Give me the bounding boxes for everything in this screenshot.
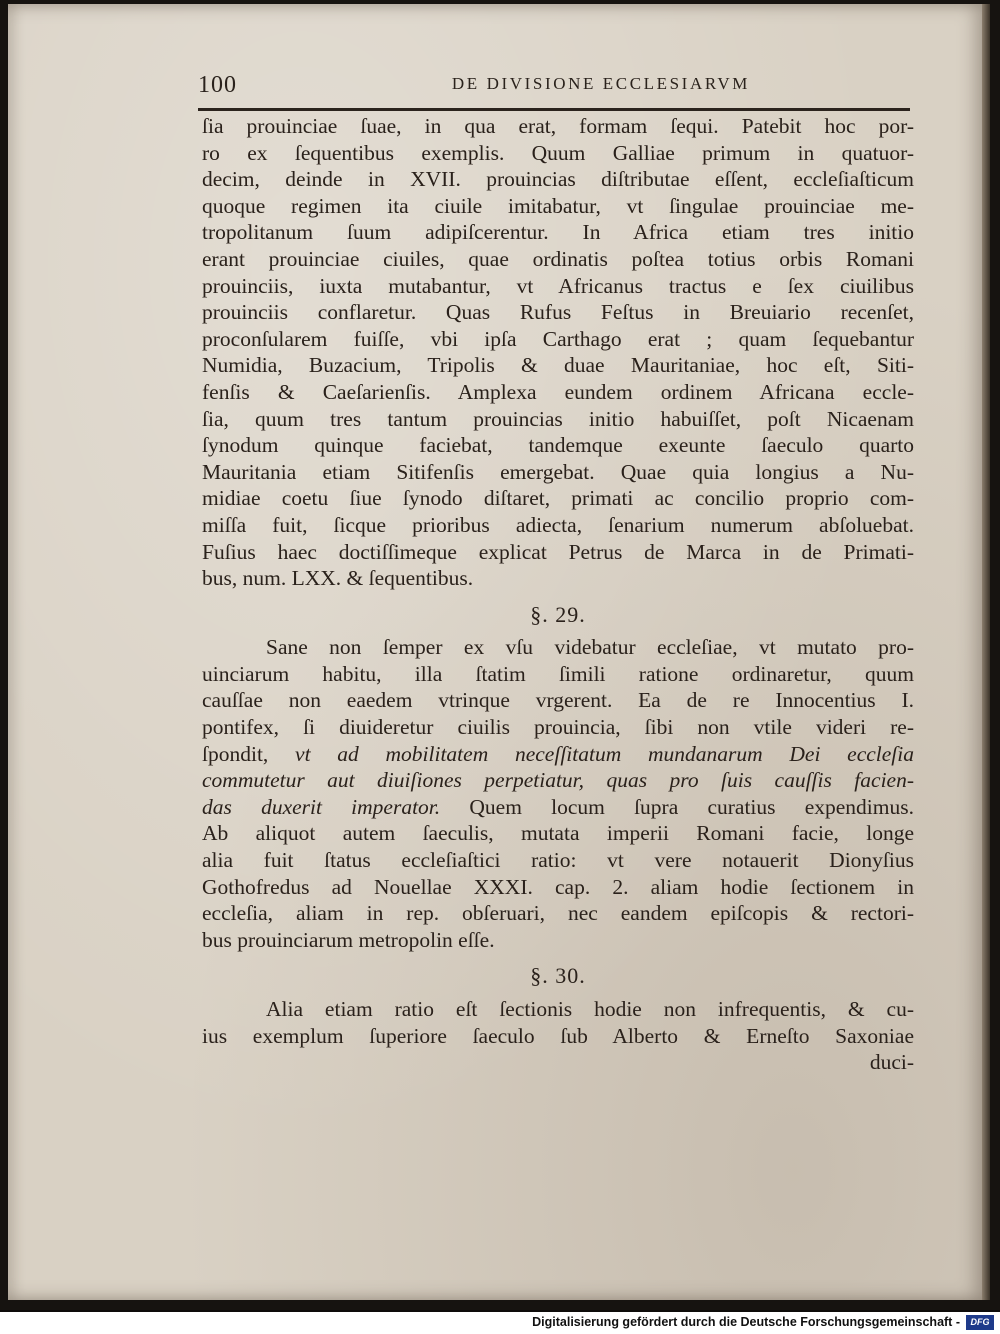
body-line: decim, deinde in XVII. prouincias diſtributae eſſent, eccleſiaſticum <box>202 167 914 192</box>
body-line: ſynodum quinque faciebat, tandemque exeunte ſaeculo quarto <box>202 433 914 458</box>
body-line: erant prouinciae ciuiles, quae ordinatis poſtea totius orbis Romani <box>202 246 914 271</box>
section-29-line: Gothofredus ad Nouellae XXXI. cap. 2. aliam hodie ſectionem in <box>202 874 914 899</box>
section-29-line-mixed <box>202 794 914 821</box>
dfg-logo: DFG <box>966 1315 994 1330</box>
section-30-line: ius exemplum ſuperiore ſaeculo ſub Alberto & Erneſto Saxoniae <box>202 1023 914 1048</box>
section-29-line: cauſſae non eaedem vtrinque vrgerent. Ea de re Innocentius I. <box>202 688 914 713</box>
italic-quote-line: commutetur aut diuiſiones perpetiatur, quas pro ſuis cauſſis facien- <box>202 768 914 793</box>
section-29-line: alia fuit ſtatus eccleſiaſtici ratio: vt vere notauerit Dionyſius <box>202 848 914 873</box>
italic-quote: vt ad mobilitatem neceſſitatum mundanarum Dei eccleſia <box>295 741 914 766</box>
section-29-line: Ab aliquot autem ſaeculis, mutata imperii Romani facie, longe <box>202 821 914 846</box>
page-edge <box>982 4 990 1300</box>
body-line: proconſularem fuiſſe, vbi ipſa Carthago erat ; quam ſequebantur <box>202 326 914 351</box>
header-rule <box>198 108 910 111</box>
text-block <box>202 113 914 1076</box>
page-number: 100 <box>198 72 237 98</box>
body-line: tropolitanum ſuum adipiſcerentur. In Africa etiam tres initio <box>202 220 914 245</box>
body-line: Mauritania etiam Sitifenſis emergebat. Quae quia longius a Nu- <box>202 459 914 484</box>
body-line: bus, num. LXX. & ſequentibus. <box>202 566 474 591</box>
section-29-line: eccleſia, aliam in rep. obſeruari, nec eandem epiſcopis & rectori- <box>202 901 914 926</box>
italic-quote: das duxerit imperator. <box>202 794 441 819</box>
body-line: ſia prouinciae ſuae, in qua erat, formam ſequi. Patebit hoc por- <box>202 114 914 138</box>
body-line: Fuſius haec doctiſſimeque explicat Petrus de Marca in de Primati- <box>202 539 914 564</box>
body-line: fenſis & Caeſarienſis. Amplexa eundem ordinem Africana eccle- <box>202 379 914 404</box>
body-line: prouinciis conflaretur. Quas Rufus Feſtus in Breuiario recenſet, <box>202 300 914 325</box>
footer-bar <box>0 1312 1000 1334</box>
section-29-line: uinciarum habitu, illa ſtatim ſimili ratione ordinaretur, quum <box>202 661 914 686</box>
body-line: ſia, quum tres tantum prouincias initio habuiſſet, poſt Nicaenam <box>202 406 914 431</box>
body-line: quoque regimen ita ciuile imitabatur, vt ſingulae prouinciae me- <box>202 193 914 218</box>
section-29-line-mixed <box>202 741 914 768</box>
funding-notice: Digitalisierung gefördert durch die Deutsche Forschungsgemeinschaft - <box>532 1315 960 1329</box>
body-line: ro ex ſequentibus exemplis. Quum Galliae primum in quatuor- <box>202 140 914 165</box>
body-line: midiae coetu ſiue ſynodo diſtaret, primati ac concilio proprio com- <box>202 486 914 511</box>
roman-text: Quem locum ſupra curatius expendimus. <box>440 794 914 819</box>
section-29-line: bus prouinciarum metropolin eſſe. <box>202 927 495 952</box>
section-heading-29: §. 29. <box>530 601 586 627</box>
body-line: prouinciis, iuxta mutabantur, vt Africanus tractus e ſex ciuilibus <box>202 273 914 298</box>
section-30-line: Alia etiam ratio eſt ſectionis hodie non infrequentis, & cu- <box>266 997 914 1021</box>
roman-text: ſpondit, <box>202 741 296 766</box>
section-29-line: pontifex, ſi diuideretur ciuilis prouincia, ſibi non vtile videri re- <box>202 715 914 740</box>
section-heading-30: §. 30. <box>530 963 586 989</box>
body-line: miſſa fuit, ſicque prioribus adiecta, ſenarium numerum abſoluebat. <box>202 512 914 537</box>
body-line: Numidia, Buzacium, Tripolis & duae Mauritaniae, hoc eſt, Siti- <box>202 353 914 378</box>
running-head <box>198 72 910 102</box>
running-title: DE DIVISIONE ECCLESIARVM <box>451 74 750 93</box>
catchword: duci- <box>869 1050 914 1075</box>
section-29-line: Sane non ſemper ex vſu videbatur eccleſiae, vt mutato pro- <box>266 635 914 660</box>
